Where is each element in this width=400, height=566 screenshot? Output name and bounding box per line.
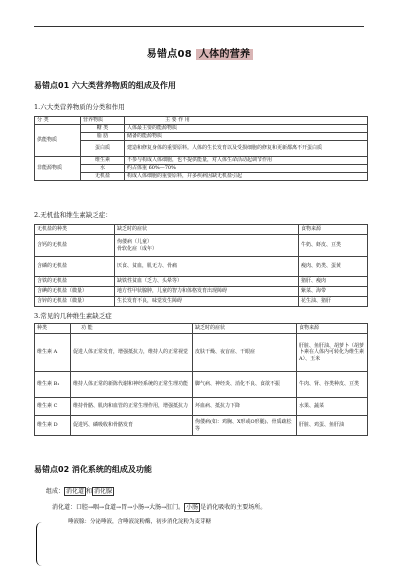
top-rule [34,26,364,27]
header-cell: 种类 [35,324,71,334]
vitamin-source: 牛肉、肾、谷类种皮、豆类 [297,372,368,398]
table-row [35,235,368,257]
composition-gland: 消化腺 [94,488,113,495]
header-cell: 缺乏时的症状 [193,324,297,334]
nutrients-table [34,116,368,181]
sub-heading-2: 2.无机盐和维生素缺乏症： [34,211,112,219]
table-row [35,257,368,277]
composition-label: 组成： [46,488,65,495]
vitamin-source: 水果、蔬菜 [297,398,368,416]
section-heading-1: 易错点01 六大类营养物质的组成及作用 [34,81,176,90]
nutrient-name: 蛋白质 [81,141,125,157]
table-header-row [35,324,368,334]
table-header-row [35,225,368,235]
vitamin-symptom: 坏血病、抵抗力下降 [193,398,297,416]
mineral-source: 瘦肉、奶类、蛋黄 [299,257,368,277]
vitamin-source: 肝脏、鱼肝油、胡萝卜（胡萝卜素在人体内可转化为维生素A）、玉米 [297,334,368,372]
mineral-kind: 含碘的无机盐（微量） [35,287,115,297]
vitamin-symptom: 皮肤干燥、夜盲症、干眼症 [193,334,297,372]
table-row [35,133,368,141]
mineral-kind: 含钙的无机盐 [35,235,115,257]
composition-tract: 消化道 [66,488,85,495]
nutrient-name: 维生素 [81,157,125,165]
mineral-source: 猪肝、瘦肉 [299,277,368,287]
mineral-symptom: 生长发育不良，味觉发生障碍 [115,297,299,307]
sub-heading-3: 3.常见的几种维生素缺乏症 [34,312,112,320]
vitamin-source: 肝脏、鸡蛋、鱼肝油 [297,416,368,436]
table-row [35,141,368,157]
mineral-kind: 含锌的无机盐（微量） [35,297,115,307]
nutrient-name: 脂 肪 [81,133,125,141]
header-cell: 无机盐的种类 [35,225,115,235]
nutrient-name: 糖 类 [81,125,125,133]
nutrient-role: 建造和修复身体的重要原料。人体的生长发育以及受损细胞的修复和更新都离不开蛋白质 [125,141,368,157]
table-row [35,398,368,416]
title-prefix: 易错点08 [146,49,193,60]
table-row [35,334,368,372]
table-row [35,277,368,287]
vitamin-symptom: 佝偻病(如：鸡胸、X形或O形腿)、骨质疏松等 [193,416,297,436]
group-label: 供能物质 [35,125,81,157]
header-cell: 营养物质 [81,117,125,125]
nutrient-role: 不参与构成人体细胞，也不提供能量，对人体生命活动起调节作用 [125,157,368,165]
table-row [35,287,368,297]
group-label: 非能源物质 [35,157,81,181]
mineral-source: 花生油、猪肝 [299,297,368,307]
header-cell: 食物来源 [297,324,368,334]
vitamin-kind: 维生素 D [35,416,71,436]
table-row [35,165,368,173]
header-cell: 分 类 [35,117,81,125]
mineral-kind: 含铁的无机盐 [35,277,115,287]
table-row [35,157,368,165]
page-title [0,48,400,62]
nutrient-role: 约占体重 60%—70% [125,165,368,173]
mineral-symptom: 佝偻病（儿童） 骨软化症（成年） [115,235,299,257]
vitamin-function: 促进钙、磷吸收和骨骼发育 [71,416,193,436]
nutrient-role: 构成人体细胞的重要原料，并多疾病因缺无机盐引起 [125,173,368,181]
header-cell: 功 能 [71,324,193,334]
vitamin-kind: 维生素 B₁ [35,372,71,398]
section-heading-2: 易错点02 消化系统的组成及功能 [34,465,152,474]
composition-line: 组成： 消化道 和 消化腺 [46,488,113,495]
mineral-kind: 含磷的无机盐 [35,257,115,277]
vitamin-kind: 维生素 A [35,334,71,372]
nutrient-name: 水 [81,165,125,173]
table-header-row [35,117,368,125]
minerals-table [34,224,368,307]
vitamins-table [34,323,368,436]
mineral-symptom: 地方性甲状腺肿，儿童的智力和体格发育出现障碍 [115,287,299,297]
sub-heading-1: 1.六大类营养物质的分类和作用 [34,103,125,111]
tract-text: 消化道：口腔→咽→食道→胃→小肠→大肠→肛门。 [52,504,185,511]
vitamin-kind: 维生素 C [35,398,71,416]
vitamin-function: 促进人体正常发育，增强抵抗力，维持人的正常视觉 [71,334,193,372]
title-main: 人体的营养 [196,49,254,60]
mineral-source: 牛奶、虾皮、豆类 [299,235,368,257]
brace-bracket [36,522,44,566]
header-cell: 主 要 作 用 [125,117,368,125]
mineral-symptom: 缺铁性贫血（乏力、头晕等） [115,277,299,287]
mineral-symptom: 厌食、贫血，肌无力、骨痛 [115,257,299,277]
table-row [35,125,368,133]
vitamin-function: 维持骨骼、肌肉和血管的正常生理作用，增强抵抗力 [71,398,193,416]
tract-line [52,504,266,512]
tract-tail: 是消化吸收的主要场所。 [200,504,267,511]
tract-highlight: 小肠 [186,504,199,511]
vitamin-function: 维持人体正常的新陈代谢和神经系统的正常生理功能 [71,372,193,398]
saliva-line: 唾液腺：分泌唾液，含唾液淀粉酶，初步消化淀粉为麦芽糖 [68,519,212,525]
table-row [35,173,368,181]
nutrient-role: 储备的能源物质 [125,133,368,141]
mineral-source: 紫菜、海带 [299,287,368,297]
header-cell: 缺乏时的症状 [115,225,299,235]
table-row [35,372,368,398]
nutrient-name: 无机盐 [81,173,125,181]
table-row [35,416,368,436]
table-row [35,297,368,307]
nutrient-role: 人体最主要的能源物质 [125,125,368,133]
header-cell: 食物来源 [299,225,368,235]
vitamin-symptom: 脚气病、神经炎、消化不良、食欲不振 [193,372,297,398]
